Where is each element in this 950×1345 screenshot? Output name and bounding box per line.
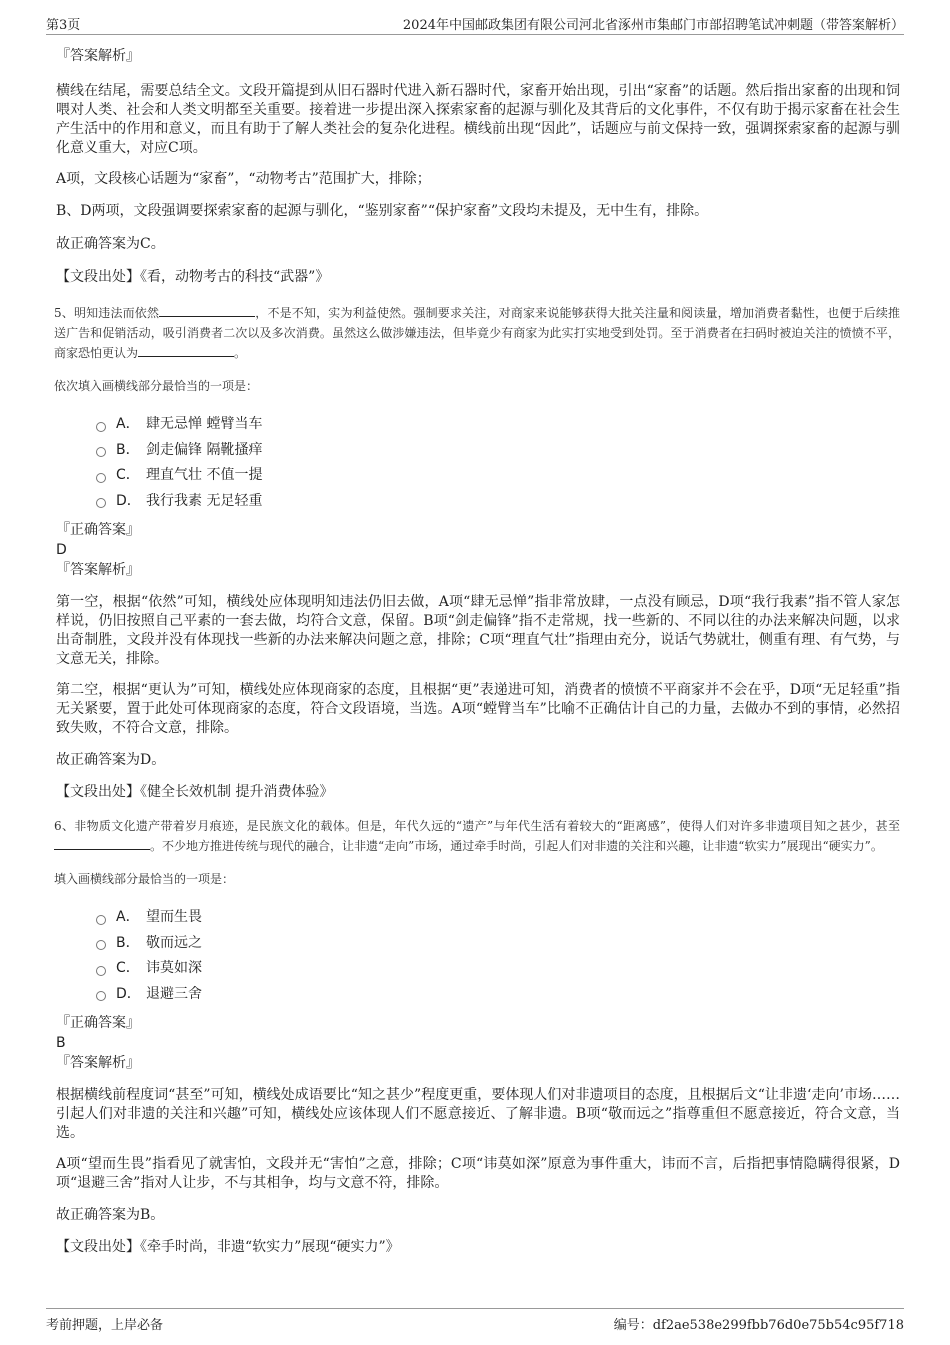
analysis-paragraph: 横线在结尾，需要总结全文。文段开篇提到从旧石器时代进入新石器时代，家畜开始出现，引出“家畜”的话题。然后指出家畜的出现和饲喂对人类、社会和人类文明都至关重要。接着进一步提出深入探索家畜的起源与驯化及其背后的文化事件，不仅有助于揭示家畜在社会生产生活中的作用和意义，而且有助于了解人类社会的复杂化进程。横线前出现“因此”，话题应与前文保持一致，强调探索家畜的起源与驯化意义重大，对应C项。 — [56, 83, 900, 156]
analysis-label: 『答案解析』 — [56, 48, 140, 64]
analysis-paragraph: A项，文段核心话题为“家畜”，“动物考古”范围扩大，排除； — [56, 171, 431, 187]
document-id: 编号：df2ae538e299fbb76d0e75b54c95f718 — [613, 1318, 904, 1333]
question-stem: 6、非物质文化遗产带着岁月痕迹，是民族文化的载体。但是，年代久远的“遗产”与年代生活有着较大的“距离感”，使得人们对许多非遗项目知之甚少，甚至。不少地方推进传统与现代的融合，让非遗“走向”市场，通过牵手时尚，引起人们对非遗的关注和兴趣，让非遗“软实力”展现出“硬实力”。 — [54, 819, 900, 853]
answer-conclusion: 故正确答案为B。 — [56, 1207, 165, 1223]
analysis-paragraph: 根据横线前程度词“甚至”可知，横线处成语要比“知之甚少”程度更重，要体现人们对非遗项目的态度，且根据后文“让非遗‘走向’市场……引起人们对非遗的关注和兴趣”可知，横线处应该体现人们不愿意接近、了解非遗。B项“敬而远之”指尊重但不愿意接近，符合文意，当选。 — [56, 1087, 900, 1141]
option-b[interactable]: B． 敬而远之 — [96, 931, 900, 957]
analysis-paragraph: 第一空，根据“依然”可知，横线处应体现明知违法仍旧去做，A项“肆无忌惮”指非常放肆，一点没有顾忌，D项“我行我素”指不管人家怎样说，仍旧按照自己平素的一套去做，均符合文意，保留。B项“剑走偏锋”指不走常规，找一些新的、不同以往的办法来解决问题，以求出奇制胜，文段并没有体现找一些新的办法来解决问题之意，排除；C项“理直气壮”指理由充分，说话气势就壮，侧重有理、有气势，与文意无关，排除。 — [56, 594, 900, 667]
option-list — [56, 412, 900, 514]
analysis-label: 『答案解析』 — [56, 1055, 140, 1071]
radio-icon[interactable] — [96, 940, 106, 950]
document-title: 2024年中国邮政集团有限公司河北省涿州市集邮门市部招聘笔试冲刺题（带答案解析） — [402, 18, 904, 33]
option-d[interactable]: D． 我行我素 无足轻重 — [96, 489, 900, 515]
correct-answer: B — [56, 1035, 66, 1051]
page-footer — [46, 1308, 904, 1336]
option-d[interactable]: D． 退避三舍 — [96, 982, 900, 1008]
question-stem: 5、明知违法而依然 ，不是不知，实为利益使然。强制要求关注，对商家来说能够获得大批关注量和阅读量，增加消费者黏性，也便于后续推送广告和促销活动，吸引消费者二次以及多次消费。虽然这么做涉嫌违法，但毕竟少有商家为此实打实地受到处罚。至于消费者在扫码时被迫关注的愤愤不平，商家恐怕更认为 。 — [54, 306, 900, 360]
page-header — [46, 12, 904, 35]
radio-icon[interactable] — [96, 991, 106, 1001]
radio-icon[interactable] — [96, 915, 106, 925]
answer-conclusion: 故正确答案为C。 — [56, 236, 165, 252]
option-list — [56, 905, 900, 1007]
footer-slogan: 考前押题，上岸必备 — [46, 1318, 164, 1333]
radio-icon[interactable] — [96, 422, 106, 432]
analysis-paragraph: B、D两项，文段强调要探索家畜的起源与驯化，“鉴别家畜”“保护家畜”文段均未提及，无中生有，排除。 — [56, 203, 709, 219]
radio-icon[interactable] — [96, 447, 106, 457]
analysis-paragraph: A项“望而生畏”指看见了就害怕，文段并无“害怕”之意，排除；C项“讳莫如深”原意为事件重大，讳而不言，后指把事情隐瞒得很紧，D项“退避三舍”指对人让步，不与其相争，均与文意不符，排除。 — [56, 1156, 900, 1191]
source-citation: 【文段出处】《看，动物考古的科技“武器”》 — [56, 269, 330, 285]
page-content — [56, 44, 900, 1257]
option-a[interactable]: A． 望而生畏 — [96, 905, 900, 931]
fill-blank — [138, 344, 234, 357]
analysis-label: 『答案解析』 — [56, 562, 140, 578]
option-b[interactable]: B． 剑走偏锋 隔靴搔痒 — [96, 438, 900, 464]
correct-answer-label: 『正确答案』 — [56, 522, 140, 538]
option-a[interactable]: A． 肆无忌惮 螳臂当车 — [96, 412, 900, 438]
page-number: 第3页 — [46, 18, 81, 33]
correct-answer: D — [56, 542, 67, 558]
question-instruction: 填入画横线部分最恰当的一项是： — [54, 872, 235, 886]
question-instruction: 依次填入画横线部分最恰当的一项是： — [54, 379, 259, 393]
radio-icon[interactable] — [96, 498, 106, 508]
source-citation: 【文段出处】《健全长效机制 提升消费体验》 — [56, 784, 334, 800]
fill-blank — [159, 304, 255, 317]
source-citation: 【文段出处】《牵手时尚，非遗“软实力”展现“硬实力”》 — [56, 1239, 400, 1255]
analysis-paragraph: 第二空，根据“更认为”可知，横线处应体现商家的态度，且根据“更”表递进可知，消费者的愤愤不平商家并不会在乎，D项“无足轻重”指无关紧要，置于此处可体现商家的态度，符合文段语境，当选。A项“螳臂当车”比喻不正确估计自己的力量，去做办不到的事情，必然招致失败，不符合文意，排除。 — [56, 682, 900, 736]
fill-blank — [54, 837, 150, 850]
radio-icon[interactable] — [96, 966, 106, 976]
option-c[interactable]: C． 理直气壮 不值一提 — [96, 463, 900, 489]
option-c[interactable]: C． 讳莫如深 — [96, 956, 900, 982]
answer-conclusion: 故正确答案为D。 — [56, 752, 166, 768]
radio-icon[interactable] — [96, 473, 106, 483]
correct-answer-label: 『正确答案』 — [56, 1015, 140, 1031]
